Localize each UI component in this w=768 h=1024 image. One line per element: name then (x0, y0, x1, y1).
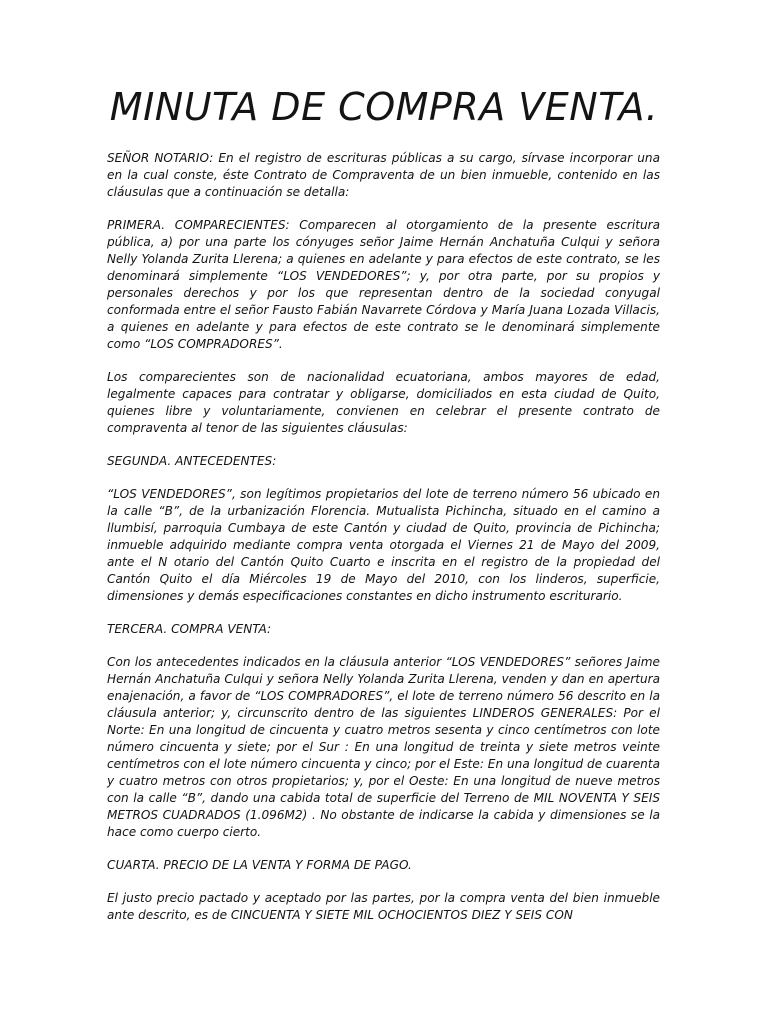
paragraph-notario: SEÑOR NOTARIO: En el registro de escrituras públicas a su cargo, sírvase incorporar una en la cual conste, éste Contrato de Compraventa de un bien inmueble, contenido en las cláusulas que a continuación se detalla: (107, 151, 660, 199)
paragraph-primera: PRIMERA. COMPARECIENTES: Comparecen al otorgamiento de la presente escritura pública, a) por una parte los cónyuges señor Jaime Hernán Anchatuña Culqui y señora Nelly Yolanda Zurita Llerena; a quienes en adelante y para efectos de este contrato, se les denominará simplemente “LOS VENDEDORES”; y, por otra parte, por su propios y personales derechos y por los que representan dentro de la sociedad conyugal conformada entre el señor Fausto Fabián Navarrete Córdova y María Juana Lozada Villacis, a quienes en adelante y para efectos de este contrato se le denominará simplemente como “LOS COMPRADORES”. (107, 218, 660, 351)
paragraph-comparecientes: Los comparecientes son de nacionalidad ecuatoriana, ambos mayores de edad, legalmente capaces para contratar y obligarse, domiciliados en esta ciudad de Quito, quienes libre y voluntariamente, convienen en celebrar el presente contrato de compraventa al tenor de las siguientes cláusulas: (107, 370, 660, 435)
page-title: MINUTA DE COMPRA VENTA. (109, 85, 659, 129)
paragraph-compra-venta: Con los antecedentes indicados en la cláusula anterior “LOS VENDEDORES” señores Jaime Hernán Anchatuña Culqui y señora Nelly Yolanda Zurita Llerena, venden y dan en apertura enajenación, a favor de “LOS COMPRADORES”, el lote de terreno número 56 descrito en la cláusula anterior; y, circunscrito dentro de las siguientes LINDEROS GENERALES: Por el Norte: En una longitud de cincuenta y cuatro metros sesenta y cinco centímetros con lote número cincuenta y siete; por el Sur : En una longitud de treinta y siete metros veinte centímetros con el lote número cincuenta y cinco; por el Este: En una longitud de cuarenta y cuatro metros con otros propietarios; y, por el Oeste: En una longitud de nueve metros con la calle “B”, dando una cabida total de superficie del Terreno de MIL NOVENTA Y SEIS METROS CUADRADOS (1.096M2) . No obstante de indicarse la cabida y dimensiones se la hace como cuerpo cierto. (107, 655, 660, 839)
paragraph-precio: El justo precio pactado y aceptado por las partes, por la compra venta del bien inmueble ante descrito, es de CINCUENTA Y SIETE MIL OCHOCIENTOS DIEZ Y SEIS CON (107, 891, 660, 922)
document-body (107, 150, 660, 940)
paragraph-antecedentes: “LOS VENDEDORES”, son legítimos propietarios del lote de terreno número 56 ubicado en la calle “B”, de la urbanización Florencia. Mutualista Pichincha, situado en el camino a llumbisí, parroquia Cumbaya de este Cantón y ciudad de Quito, provincia de Pichincha; inmueble adquirido mediante compra venta otorgada el Viernes 21 de Mayo del 2009, ante el N otario del Cantón Quito Cuarto e inscrita en el registro de la propiedad del Cantón Quito el día Miércoles 19 de Mayo del 2010, con los linderos, superficie, dimensiones y demás especificaciones constantes en dicho instrumento escriturario. (107, 487, 660, 603)
heading-cuarta: CUARTA. PRECIO DE LA VENTA Y FORMA DE PAGO. (107, 858, 412, 872)
heading-tercera: TERCERA. COMPRA VENTA: (107, 622, 272, 636)
heading-segunda: SEGUNDA. ANTECEDENTES: (107, 454, 277, 468)
